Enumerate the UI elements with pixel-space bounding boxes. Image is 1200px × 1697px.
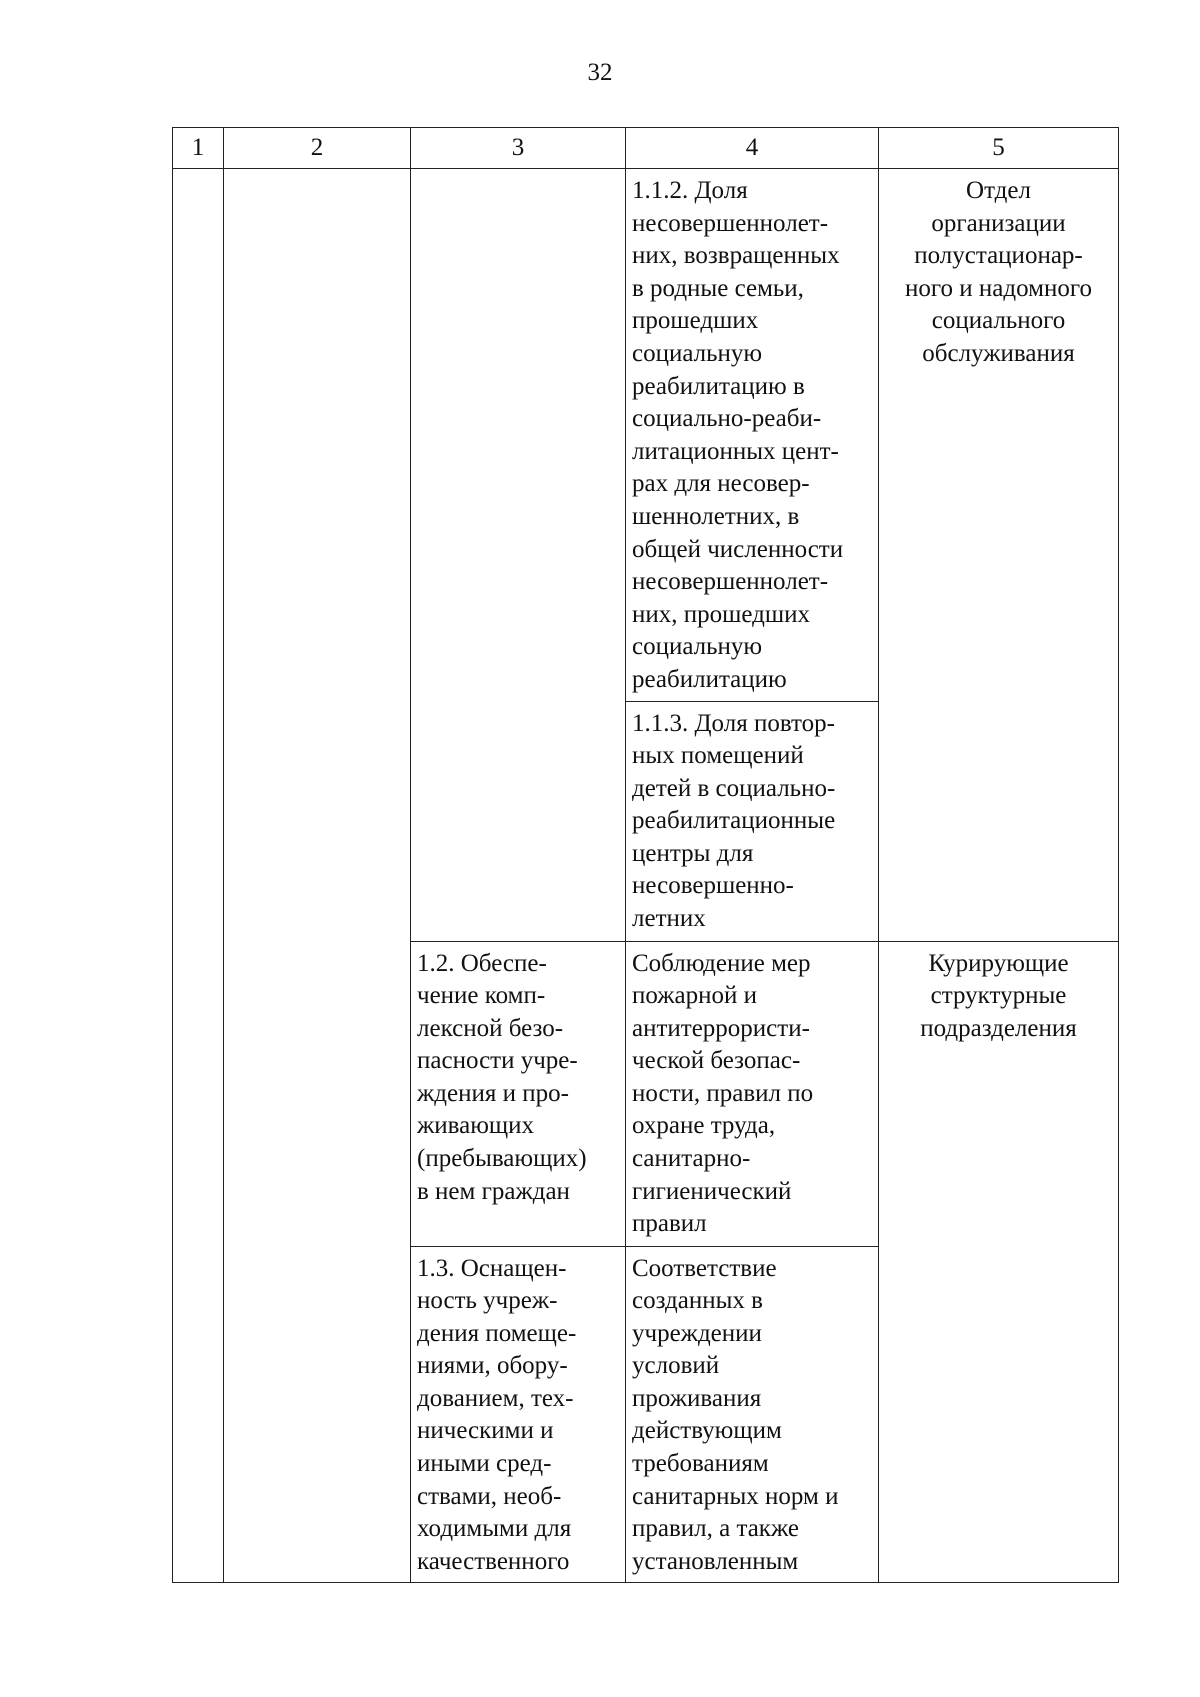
indicator-1-1-3: 1.1.3. Доля повтор- ных помещений детей в социально- реабилитационные центры для несовершенно- летних bbox=[632, 709, 836, 933]
column-header-1: 1 bbox=[173, 128, 224, 169]
criterion-cell bbox=[411, 1246, 626, 1583]
responsible-cell bbox=[879, 169, 1119, 942]
indicator-1-1-2: 1.1.2. Доля несовершеннолет- них, возвращенных в родные семьи, прошедших социальную реабилитацию в социально-реаби- литационных цент- рах для несовер- шеннолетних, в общей численности несовершеннолет- них, прошедших социальную реабилитацию bbox=[632, 177, 844, 693]
empty-cell-col3 bbox=[411, 169, 626, 942]
responsible-units: Курирующие структурные подразделения bbox=[920, 949, 1077, 1042]
indicator-1-3: Соответствие созданных в учреждении условий проживания действующим требованиям санитарных норм и правил, а также установленным bbox=[632, 1254, 839, 1575]
column-header-3: 3 bbox=[411, 128, 626, 169]
column-header-4: 4 bbox=[626, 128, 879, 169]
indicator-cell bbox=[626, 941, 879, 1246]
empty-cell-col2 bbox=[224, 169, 411, 1583]
criteria-table bbox=[172, 127, 1119, 1583]
column-header-5: 5 bbox=[879, 128, 1119, 169]
column-header-2: 2 bbox=[224, 128, 411, 169]
indicator-cell bbox=[626, 701, 879, 941]
indicator-1-2: Соблюдение мер пожарной и антитеррористи- ческой безопас- ности, правил по охране труда, санитарно- гигиенический правил bbox=[632, 949, 814, 1238]
criterion-cell bbox=[411, 941, 626, 1246]
page-number: 32 bbox=[587, 59, 613, 86]
column-header-row bbox=[173, 128, 1119, 169]
empty-cell-col1 bbox=[173, 169, 224, 1583]
responsible-cell bbox=[879, 941, 1119, 1583]
indicator-cell bbox=[626, 1246, 879, 1583]
criterion-1-3: 1.3. Оснащен- ность учреж- дения помеще- ниями, обору- дованием, тех- ническими и иными сред- ствами, необ- ходимыми для качественного bbox=[417, 1254, 577, 1575]
table-row bbox=[173, 169, 1119, 702]
criterion-1-2: 1.2. Обеспе- чение комп- лексной безо- пасности учре- ждения и про- живающих (пребывающих) в нем граждан bbox=[417, 949, 587, 1205]
indicator-cell bbox=[626, 169, 879, 702]
responsible-department: Отдел организации полустационар- ного и надомного социального обслуживания bbox=[905, 177, 1092, 367]
